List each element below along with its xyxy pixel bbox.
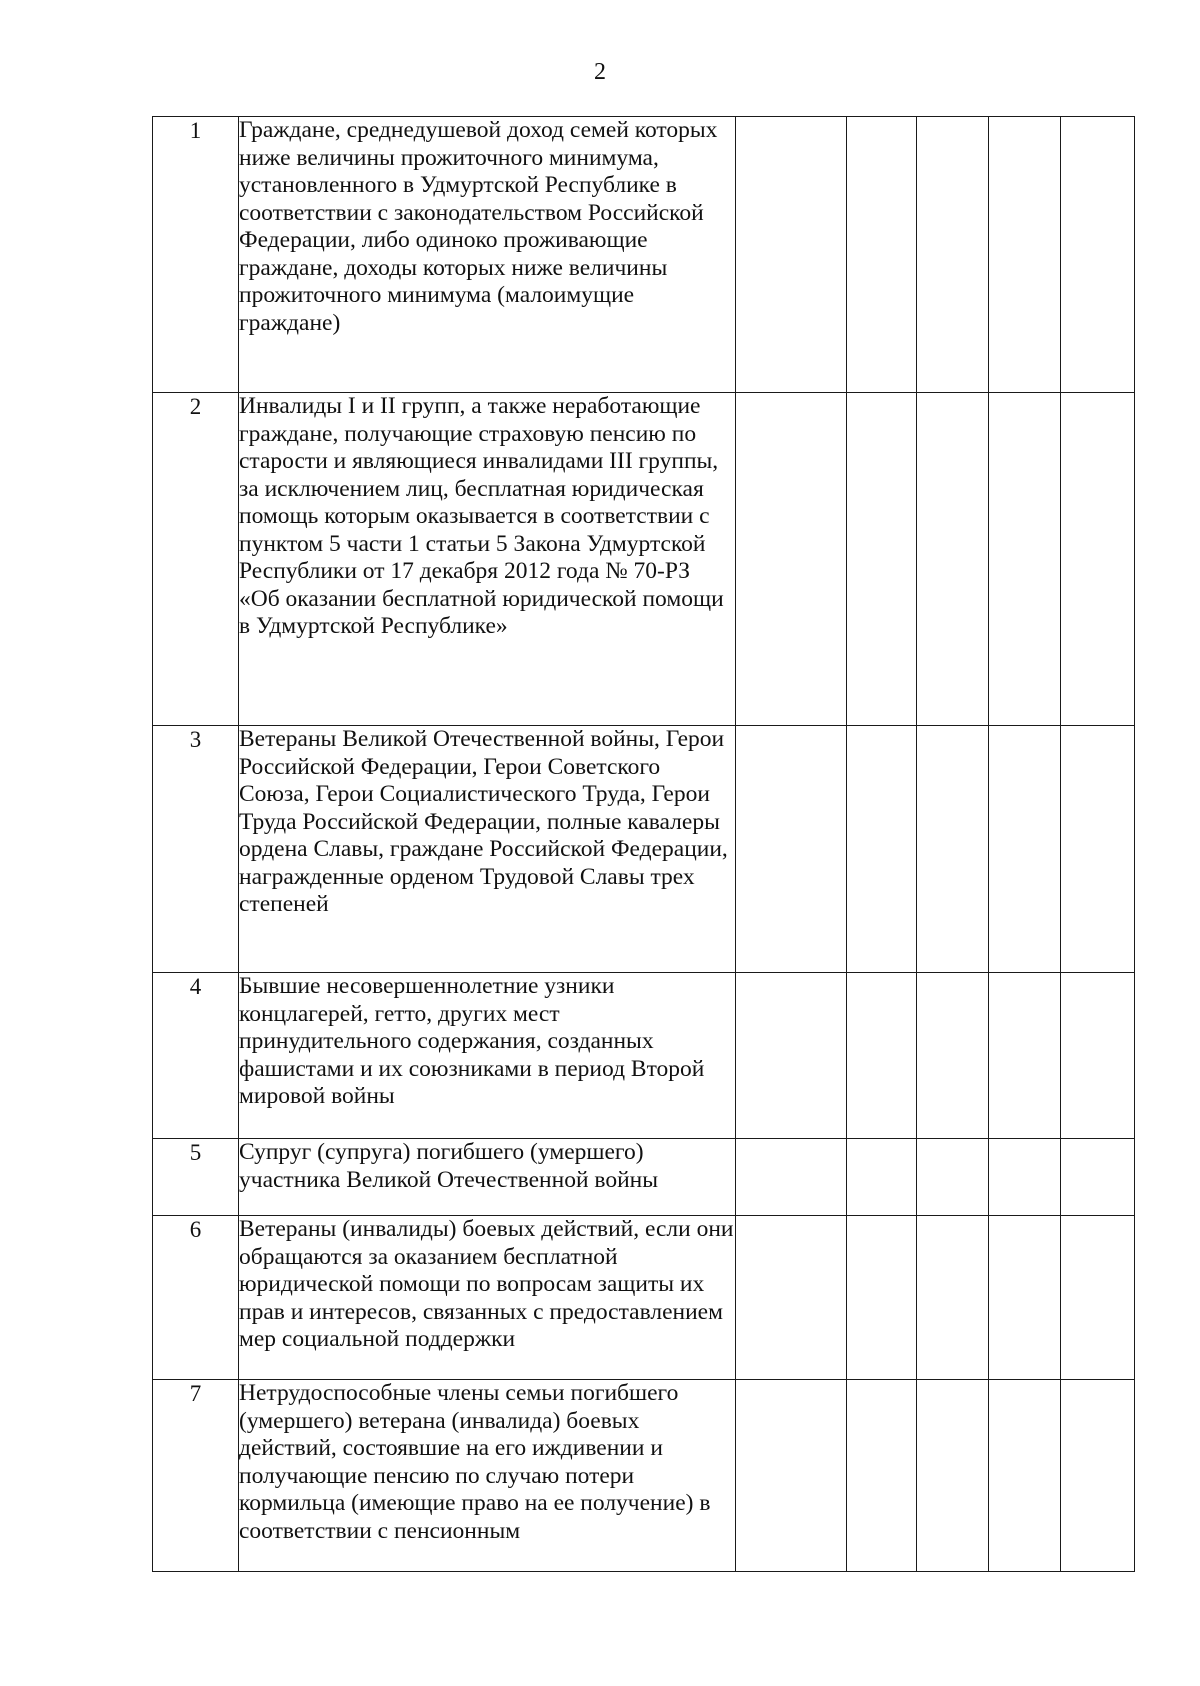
empty-cell [847,1139,917,1216]
empty-cell [917,393,989,726]
empty-cell [847,726,917,973]
empty-cell [847,393,917,726]
beneficiary-table [152,116,1135,1572]
empty-cell [917,1216,989,1380]
row-number: 2 [153,393,239,726]
empty-cell [1061,1139,1135,1216]
empty-cell [847,973,917,1139]
row-description: Инвалиды I и II групп, а также неработающие граждане, получающие страховую пенсию по старости и являющиеся инвалидами III группы, за исключением лиц, бесплатная юридическая помощь которым оказывается в соответствии с пунктом 5 части 1 статьи 5 Закона Удмуртской Республики от 17 декабря 2012 года № 70-РЗ «Об оказании бесплатной юридической помощи в Удмуртской Республике» [239,393,736,726]
empty-cell [1061,973,1135,1139]
empty-cell [847,117,917,393]
empty-cell [1061,726,1135,973]
empty-cell [1061,117,1135,393]
row-number: 3 [153,726,239,973]
empty-cell [989,1139,1061,1216]
empty-cell [736,117,847,393]
table-row [153,1216,1135,1380]
table-row [153,393,1135,726]
table-row [153,726,1135,973]
table-row [153,973,1135,1139]
empty-cell [736,1216,847,1380]
row-description: Ветераны Великой Отечественной войны, Герои Российской Федерации, Герои Советского Союза, Герои Социалистического Труда, Герои Труда Российской Федерации, полные кавалеры ордена Славы, граждане Российской Федерации, награжденные орденом Трудовой Славы трех степеней [239,726,736,973]
row-description: Ветераны (инвалиды) боевых действий, если они обращаются за оказанием бесплатной юридической помощи по вопросам защиты их прав и интересов, связанных с предоставлением мер социальной поддержки [239,1216,736,1380]
table-row [153,1139,1135,1216]
empty-cell [736,1380,847,1572]
row-description: Граждане, среднедушевой доход семей которых ниже величины прожиточного минимума, установленного в Удмуртской Республике в соответствии с законодательством Российской Федерации, либо одиноко проживающие граждане, доходы которых ниже величины прожиточного минимума (малоимущие граждане) [239,117,736,393]
empty-cell [1061,1216,1135,1380]
row-number: 1 [153,117,239,393]
empty-cell [917,117,989,393]
row-number: 5 [153,1139,239,1216]
empty-cell [736,393,847,726]
empty-cell [917,726,989,973]
empty-cell [989,1380,1061,1572]
page-number: 2 [594,59,606,85]
row-number: 7 [153,1380,239,1572]
empty-cell [917,1139,989,1216]
row-number: 4 [153,973,239,1139]
row-number: 6 [153,1216,239,1380]
empty-cell [736,973,847,1139]
row-description: Супруг (супруга) погибшего (умершего) участника Великой Отечественной войны [239,1139,736,1216]
empty-cell [989,726,1061,973]
empty-cell [847,1380,917,1572]
empty-cell [847,1216,917,1380]
row-description: Бывшие несовершеннолетние узники концлагерей, гетто, других мест принудительного содержания, созданных фашистами и их союзниками в период Второй мировой войны [239,973,736,1139]
table-row [153,117,1135,393]
empty-cell [1061,393,1135,726]
empty-cell [917,973,989,1139]
empty-cell [917,1380,989,1572]
empty-cell [989,117,1061,393]
empty-cell [989,393,1061,726]
row-description: Нетрудоспособные члены семьи погибшего (умершего) ветерана (инвалида) боевых действий, состоявшие на его иждивении и получающие пенсию по случаю потери кормильца (имеющие право на ее получение) в соответствии с пенсионным [239,1380,736,1572]
empty-cell [989,973,1061,1139]
empty-cell [1061,1380,1135,1572]
empty-cell [736,726,847,973]
empty-cell [736,1139,847,1216]
empty-cell [989,1216,1061,1380]
table-row [153,1380,1135,1572]
